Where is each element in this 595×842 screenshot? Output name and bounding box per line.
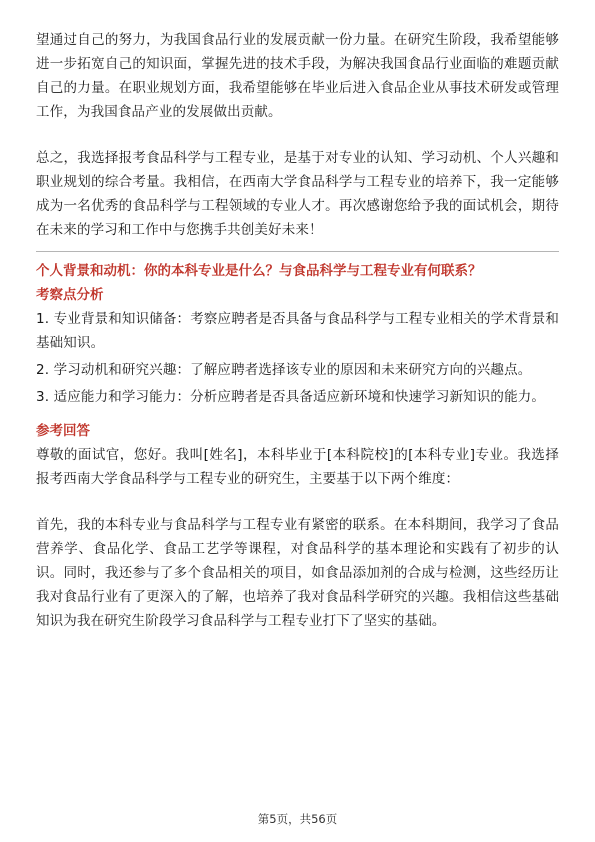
analysis-list (36, 307, 559, 409)
question-title: 个人背景和动机：你的本科专业是什么？与食品科学与工程专业有何联系？ (36, 263, 482, 279)
intro-paragraph-1: 望通过自己的努力，为我国食品行业的发展贡献一份力量。在研究生阶段，我希望能够进一步拓宽自己的知识面，掌握先进的技术手段，为解决我国食品行业面临的难题贡献自己的力量。在职业规划方面，我希望能够在毕业后进入食品企业从事技术研发或管理工作，为我国食品产业的发展做出贡献。 (36, 32, 559, 120)
paragraph-gap (36, 491, 559, 513)
intro-paragraph-2: 总之，我选择报考食品科学与工程专业，是基于对专业的认知、学习动机、个人兴趣和职业规划的综合考量。我相信，在西南大学食品科学与工程专业的培养下，我一定能够成为一名优秀的食品科学与工程领域的专业人才。再次感谢您给予我的面试机会，期待在未来的学习和工作中与您携手共创美好未来！ (36, 150, 559, 238)
answer-heading: 参考回答 (36, 423, 90, 439)
answer-paragraph-2: 首先，我的本科专业与食品科学与工程专业有紧密的联系。在本科期间，我学习了食品营养学、食品化学、食品工艺学等课程，对食品科学的基本理论和实践有了初步的认识。同时，我还参与了多个食品相关的项目，如食品添加剂的合成与检测，这些经历让我对食品行业有了更深入的了解，也培养了我对食品科学研究的兴趣。我相信这些基础知识为我在研究生阶段学习食品科学与工程专业打下了坚实的基础。 (36, 517, 559, 629)
analysis-item: 2. 学习动机和研究兴趣：了解应聘者选择该专业的原因和未来研究方向的兴趣点。 (36, 362, 532, 378)
page-content (36, 28, 559, 633)
analysis-item: 1. 专业背景和知识储备：考察应聘者是否具备与食品科学与工程专业相关的学术背景和基础知识。 (36, 311, 559, 351)
page-number: 第5页，共56页 (257, 812, 338, 826)
answer-paragraph-1: 尊敬的面试官，您好。我叫[姓名]，本科毕业于[本科院校]的[本科专业]专业。我选择报考西南大学食品科学与工程专业的研究生，主要基于以下两个维度： (36, 447, 559, 487)
section-divider (36, 251, 559, 252)
analysis-item: 3. 适应能力和学习能力：分析应聘者是否具备适应新环境和快速学习新知识的能力。 (36, 389, 546, 405)
analysis-heading: 考察点分析 (36, 287, 104, 303)
paragraph-gap (36, 124, 559, 146)
